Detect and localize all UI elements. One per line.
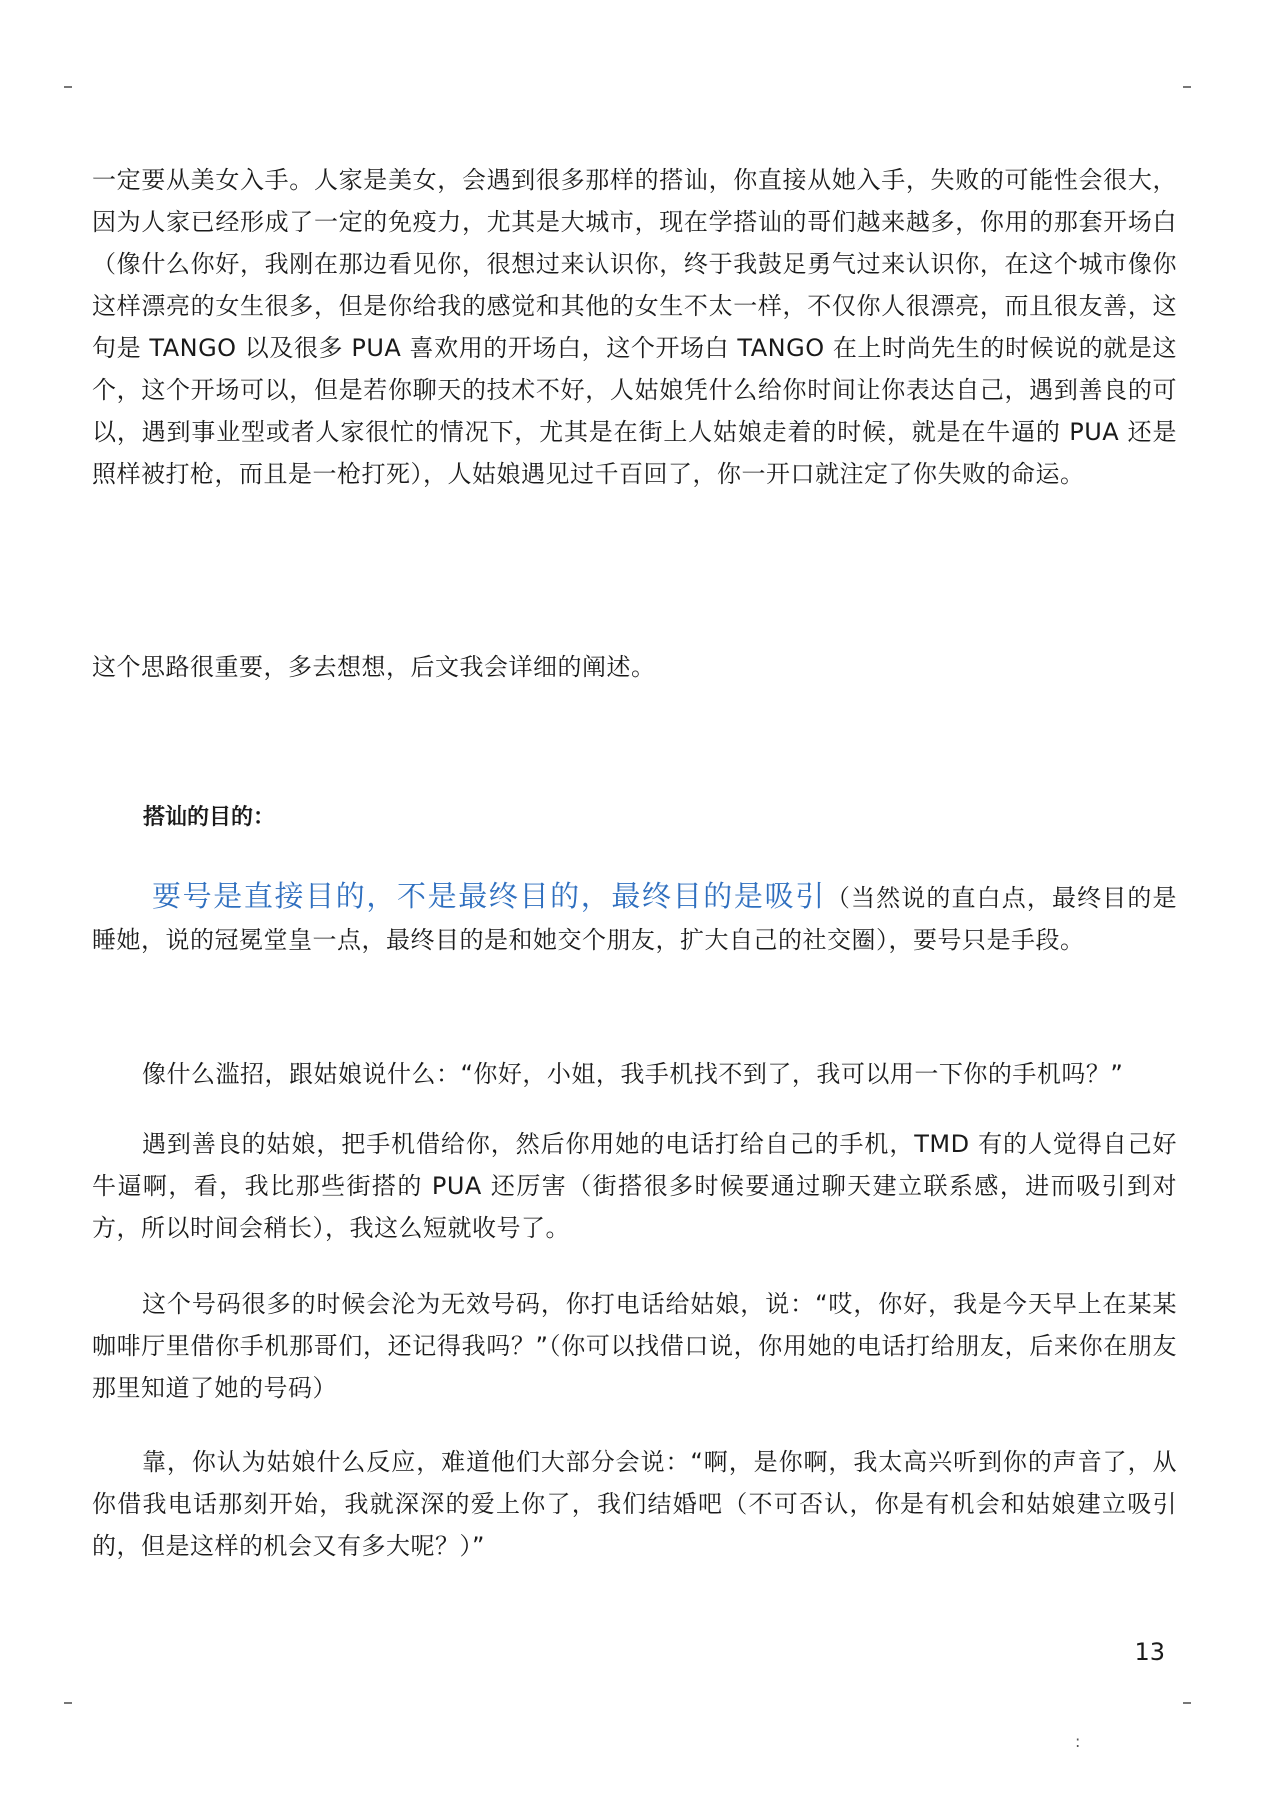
paragraph-4: 像什么滥招，跟姑娘说什么：“你好，小姐，我手机找不到了，我可以用一下你的手机吗？” xyxy=(142,1060,1124,1088)
emphasis-text: 要号是直接目的，不是最终目的，最终目的是吸引 xyxy=(152,879,826,913)
paragraph-3 xyxy=(92,875,1177,961)
paragraph-5: 遇到善良的姑娘，把手机借给你，然后你用她的电话打给自己的手机，TMD 有的人觉得自己好牛逼啊，看，我比那些街搭的 PUA 还厉害（街搭很多时候要通过聊天建立联系感，进而吸引到对方，所以时间会稍长），我这么短就收号了。 xyxy=(92,1130,1177,1242)
paragraph-3-rest: （当然说的直白点，最终目的是睡她，说的冠冕堂皇一点，最终目的是和她交个朋友，扩大自己的社交圈），要号只是手段。 xyxy=(92,884,1177,954)
crop-mark-bottom-left xyxy=(64,1702,72,1704)
paragraph-6: 这个号码很多的时候会沦为无效号码，你打电话给姑娘，说：“哎，你好，我是今天早上在某某咖啡厅里借你手机那哥们，还记得我吗？”（你可以找借口说，你用她的电话打给朋友，后来你在朋友那里知道了她的号码） xyxy=(92,1290,1177,1402)
crop-mark-top-left xyxy=(64,86,72,88)
page-number: 13 xyxy=(1134,1638,1165,1666)
stray-mark: : xyxy=(1075,1732,1081,1751)
paragraph-1: 一定要从美女入手。人家是美女，会遇到很多那样的搭讪，你直接从她入手，失败的可能性会很大，因为人家已经形成了一定的免疫力，尤其是大城市，现在学搭讪的哥们越来越多，你用的那套开场白（像什么你好，我刚在那边看见你，很想过来认识你，终于我鼓足勇气过来认识你，在这个城市像你这样漂亮的女生很多，但是你给我的感觉和其他的女生不太一样，不仅你人很漂亮，而且很友善，这句是 TANGO 以及很多 PUA 喜欢用的开场白，这个开场白 TANGO 在上时尚先生的时候说的就是这个，这个开场可以，但是若你聊天的技术不好，人姑娘凭什么给你时间让你表达自己，遇到善良的可以，遇到事业型或者人家很忙的情况下，尤其是在街上人姑娘走着的时候，就是在牛逼的 PUA 还是照样被打枪，而且是一枪打死），人姑娘遇见过千百回了，你一开口就注定了你失败的命运。 xyxy=(92,166,1177,488)
section-heading: 搭讪的目的： xyxy=(143,805,276,830)
crop-mark-bottom-right xyxy=(1183,1702,1191,1704)
crop-mark-top-right xyxy=(1183,86,1191,88)
paragraph-2: 这个思路很重要，多去想想，后文我会详细的阐述。 xyxy=(92,653,656,681)
paragraph-7: 靠，你认为姑娘什么反应，难道他们大部分会说：“啊，是你啊，我太高兴听到你的声音了，从你借我电话那刻开始，我就深深的爱上你了，我们结婚吧（不可否认，你是有机会和姑娘建立吸引的，但是这样的机会又有多大呢？）” xyxy=(92,1448,1177,1560)
